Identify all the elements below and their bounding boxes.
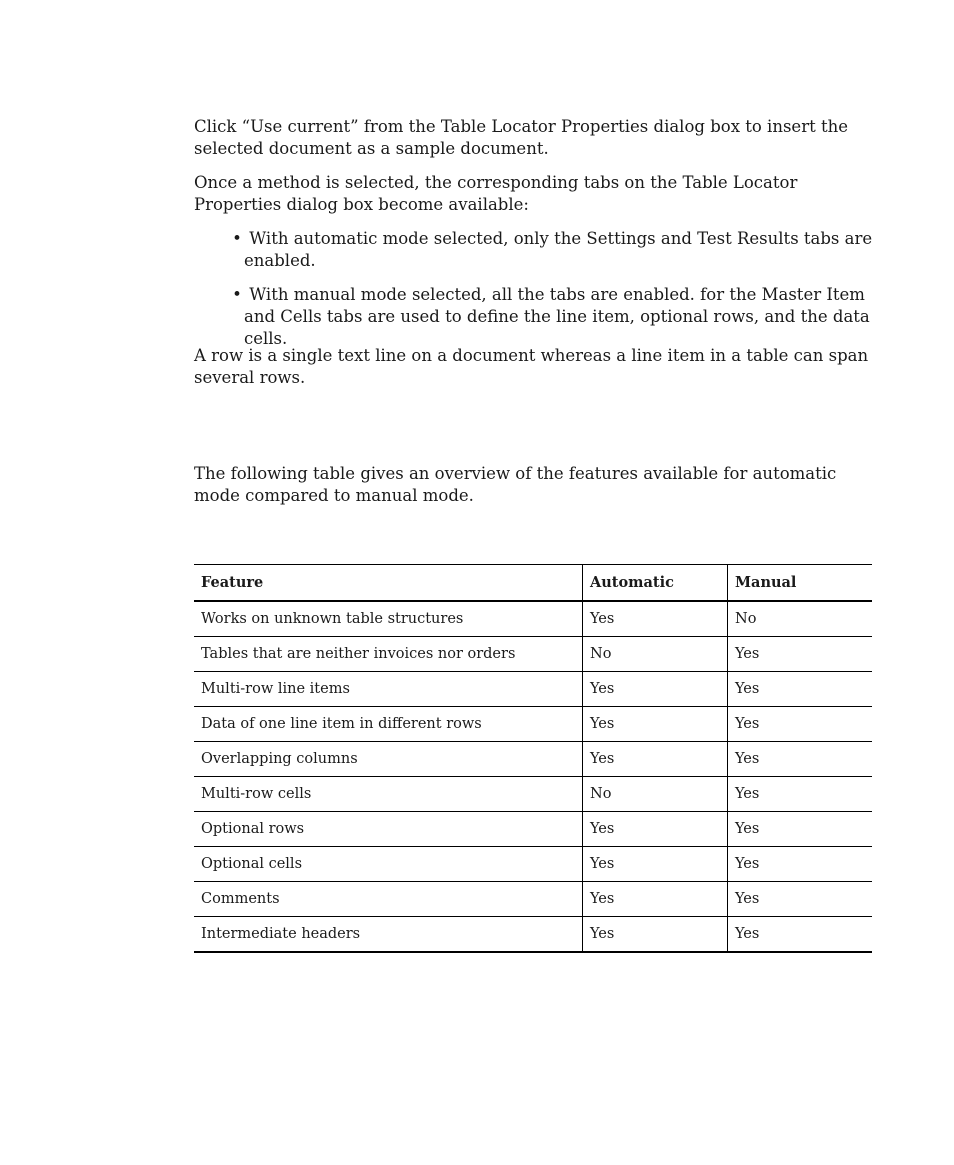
paragraph-use-current: Click “Use current” from the Table Locator Properties dialog box to insert the selected document as a sample document.	[194, 117, 848, 158]
column-header-manual: Manual	[728, 565, 873, 602]
table-row	[194, 847, 872, 882]
cell-manual: Yes	[728, 707, 873, 742]
cell-feature: Multi-row cells	[194, 777, 583, 812]
cell-manual: Yes	[728, 672, 873, 707]
cell-manual: Yes	[728, 637, 873, 672]
cell-feature: Optional cells	[194, 847, 583, 882]
cell-manual: Yes	[728, 777, 873, 812]
cell-automatic: Yes	[583, 707, 728, 742]
cell-automatic: Yes	[583, 847, 728, 882]
cell-automatic: Yes	[583, 601, 728, 637]
cell-manual: Yes	[728, 742, 873, 777]
cell-automatic: Yes	[583, 812, 728, 847]
paragraph-table-intro: The following table gives an overview of the features available for automatic mode compared to manual mode.	[194, 464, 837, 505]
feature-comparison-table	[194, 564, 872, 953]
column-header-feature: Feature	[194, 565, 583, 602]
table-row	[194, 777, 872, 812]
table-row	[194, 672, 872, 707]
table-header-row	[194, 565, 872, 602]
cell-manual: Yes	[728, 917, 873, 953]
cell-manual: Yes	[728, 812, 873, 847]
table-row	[194, 637, 872, 672]
cell-manual: No	[728, 601, 873, 637]
cell-manual: Yes	[728, 847, 873, 882]
bullet-item	[230, 284, 884, 350]
bullet-dot-icon: •	[232, 229, 242, 248]
cell-automatic: No	[583, 777, 728, 812]
bullet-text: With automatic mode selected, only the Settings and Test Results tabs are enabled.	[244, 229, 873, 270]
cell-manual: Yes	[728, 882, 873, 917]
table-row	[194, 882, 872, 917]
cell-automatic: Yes	[583, 917, 728, 953]
cell-automatic: Yes	[583, 672, 728, 707]
table-row	[194, 601, 872, 637]
column-header-automatic: Automatic	[583, 565, 728, 602]
table-row	[194, 742, 872, 777]
cell-automatic: Yes	[583, 882, 728, 917]
cell-automatic: No	[583, 637, 728, 672]
cell-feature: Optional rows	[194, 812, 583, 847]
cell-feature: Multi-row line items	[194, 672, 583, 707]
bullet-text: With manual mode selected, all the tabs are enabled. for the Master Item and Cells tabs are used to define the line item, optional rows, and the data cells.	[244, 285, 870, 348]
paragraph-once-method: Once a method is selected, the corresponding tabs on the Table Locator Properties dialog box become available:	[194, 173, 798, 214]
bullet-item	[230, 228, 884, 272]
table-row	[194, 707, 872, 742]
cell-feature: Works on unknown table structures	[194, 601, 583, 637]
table-row	[194, 917, 872, 953]
bullet-dot-icon: •	[232, 285, 242, 304]
cell-feature: Overlapping columns	[194, 742, 583, 777]
cell-feature: Tables that are neither invoices nor orders	[194, 637, 583, 672]
paragraph-row-definition: A row is a single text line on a document whereas a line item in a table can span several rows.	[194, 346, 869, 387]
cell-feature: Intermediate headers	[194, 917, 583, 953]
cell-automatic: Yes	[583, 742, 728, 777]
table-row	[194, 812, 872, 847]
cell-feature: Data of one line item in different rows	[194, 707, 583, 742]
cell-feature: Comments	[194, 882, 583, 917]
